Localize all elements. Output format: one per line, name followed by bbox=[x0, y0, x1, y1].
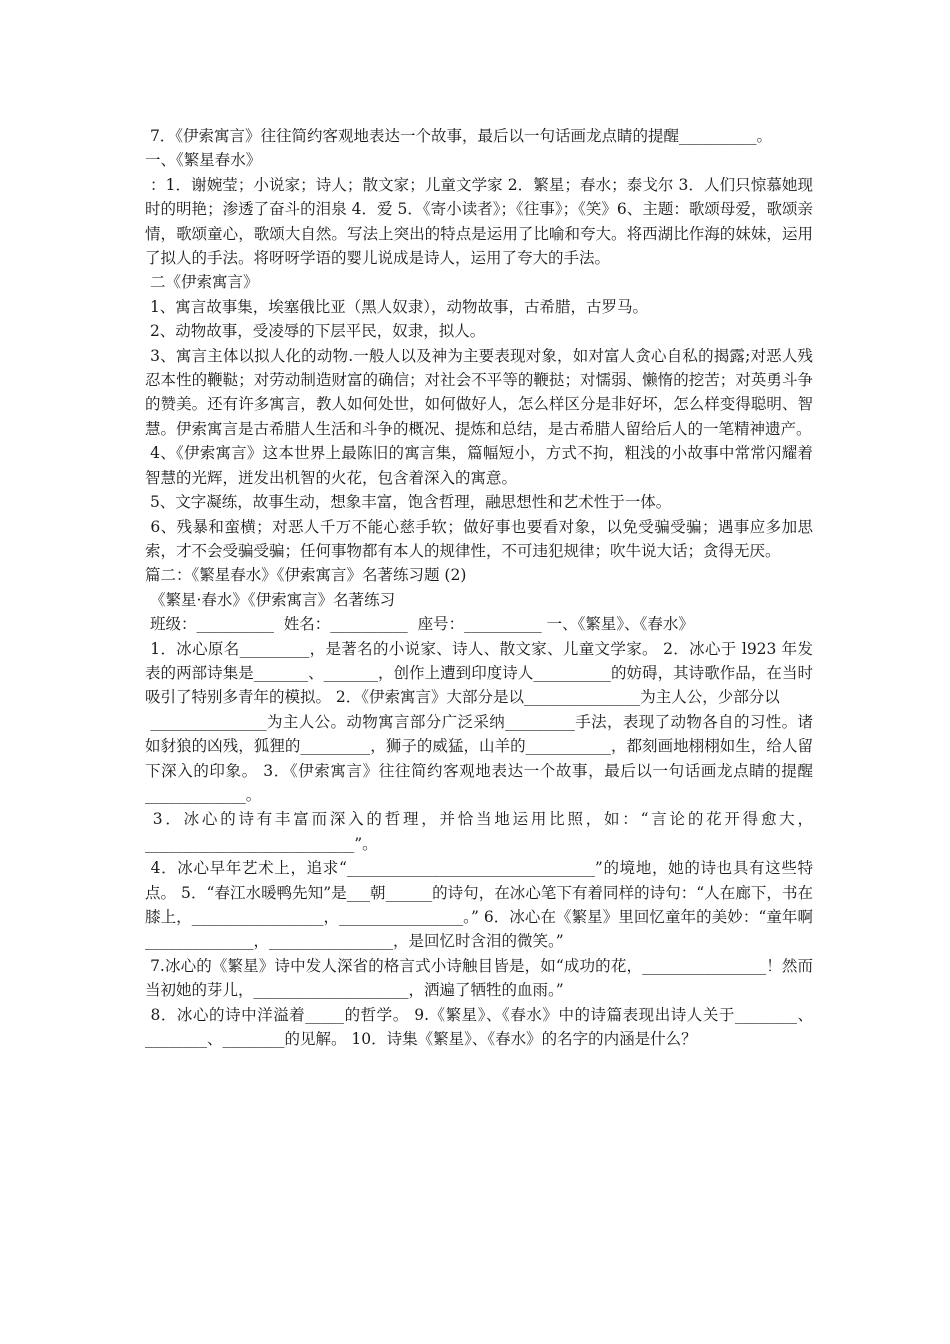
paragraph: 4、《伊索寓言》这本世界上最陈旧的寓言集，篇幅短小，方式不拘，粗浅的小故事中常常闪耀着智慧的光辉，迸发出机智的火花，包含着深入的寓意。 bbox=[145, 444, 813, 487]
paragraph: 5、文字凝练，故事生动，想象丰富，饱含哲理，融思想性和艺术性于一体。 bbox=[145, 493, 672, 512]
paragraph: 1、寓言故事集，埃塞俄比亚（黑人奴隶），动物故事，古希腊，古罗马。 bbox=[145, 297, 649, 316]
form-header-line: 班级：__________ 姓名：__________ 座号：__________ 一、《繁星》、《春水》 bbox=[145, 615, 694, 634]
paragraph: 3、寓言主体以拟人化的动物.一般人以及神为主要表现对象，如对富人贪心自私的揭露;对恶人残忍本性的鞭鞑；对劳动制造财富的确信；对社会不平等的鞭挞；对懦弱、懒惰的挖苦；对英勇斗争的赞美。还有许多寓言，教人如何处世，如何做好人，怎么样区分是非好坏，怎么样变得聪明、智慧。伊索寓言是古希腊人生活和斗争的概况、提炼和总结，是古希腊人留给后人的一笔精神遗产。 bbox=[145, 346, 813, 438]
section-heading: 一、《繁星春水》 bbox=[145, 151, 262, 170]
paragraph: ：1．谢婉莹；小说家；诗人；散文家；儿童文学家 2．繁星；春水；泰戈尔 3．人们只惊慕她现时的明艳；渗透了奋斗的泪泉 4．爱 5．《寄小读者》；《往事》；《笑》6、主题：歌颂母爱，歌颂亲情，歌颂童心，歌颂大自然。写法上突出的特点是运用了比喻和夸大。将西湖比作海的妹妹，运用了拟人的手法。将呀呀学语的婴儿说成是诗人，运用了夸大的手法。 bbox=[145, 175, 813, 268]
question-paragraph: 7.冰心的《繁星》诗中发人深省的格言式小诗触目皆是，如“成功的花，________________！然而当初她的芽儿，____________________，洒遍了牺牲的血雨。” bbox=[145, 956, 813, 1000]
question-paragraph: 4．冰心早年艺术上，追求“________________________________”的境地，她的诗也具有这些特点。 5．“春江水暖鸭先知”是___朝______的诗句，在冰心笔下有着同样的诗句：“人在廊下，书在膝上，_________________，________________。” 6．冰心在《繁星》里回忆童年的美妙：“童年啊______________，________________，是回忆时含泪的微笑。” bbox=[145, 859, 813, 951]
paragraph: 7．《伊索寓言》往往简约客观地表达一个故事，最后以一句话画龙点睛的提醒__________。 bbox=[145, 127, 773, 145]
question-paragraph: 3．冰心的诗有丰富而深入的哲理，并恰当地运用比照，如：“言论的花开得愈大，___________________________”。 bbox=[145, 810, 813, 853]
paragraph: 2、动物故事，受凌辱的下层平民，奴隶，拟人。 bbox=[145, 322, 486, 341]
document-body bbox=[145, 124, 813, 1051]
question-paragraph: _______________为主人公。动物寓言部分广泛采纳_________手法，表现了动物各自的习性。诸如豺狼的凶残，狐狸的_________，狮子的威猛，山羊的___________，都刻画地栩栩如生，给人留下深入的印象。 3．《伊索寓言》往往简约客观地表达一个故事，最后以一句话画龙点睛的提醒_____________。 bbox=[145, 712, 813, 804]
section-heading: 二《伊索寓言》 bbox=[145, 273, 259, 292]
question-paragraph: 8．冰心的诗中洋溢着_____的哲学。 9.《繁星》、《春水》中的诗篇表现出诗人关于________、________、________的见解。 10．诗集《繁星》、《春水》的名字的内涵是什么？ bbox=[145, 1005, 813, 1049]
section-heading: 篇二：《繁星春水》《伊索寓言》名著练习题 (2) bbox=[145, 566, 467, 585]
question-paragraph: 1．冰心原名_________，是著名的小说家、诗人、散文家、儿童文学家。 2．冰心于 l923 年发表的两部诗集是_______、_______，创作上遭到印度诗人__________的妨碍，其诗歌作品，在当时吸引了特别多青年的模拟。 2．《伊索寓言》大部分是以_______________为主人公，少部分以 bbox=[145, 639, 813, 707]
section-heading: 《繁星·春水》《伊索寓言》名著练习 bbox=[145, 590, 396, 609]
paragraph: 6、残暴和蛮横；对恶人千万不能心慈手软；做好事也要看对象，以免受骗受骗；遇事应多加思索，才不会受骗受骗；任何事物都有本人的规律性，不可违犯规律；吹牛说大话；贪得无厌。 bbox=[145, 517, 813, 560]
